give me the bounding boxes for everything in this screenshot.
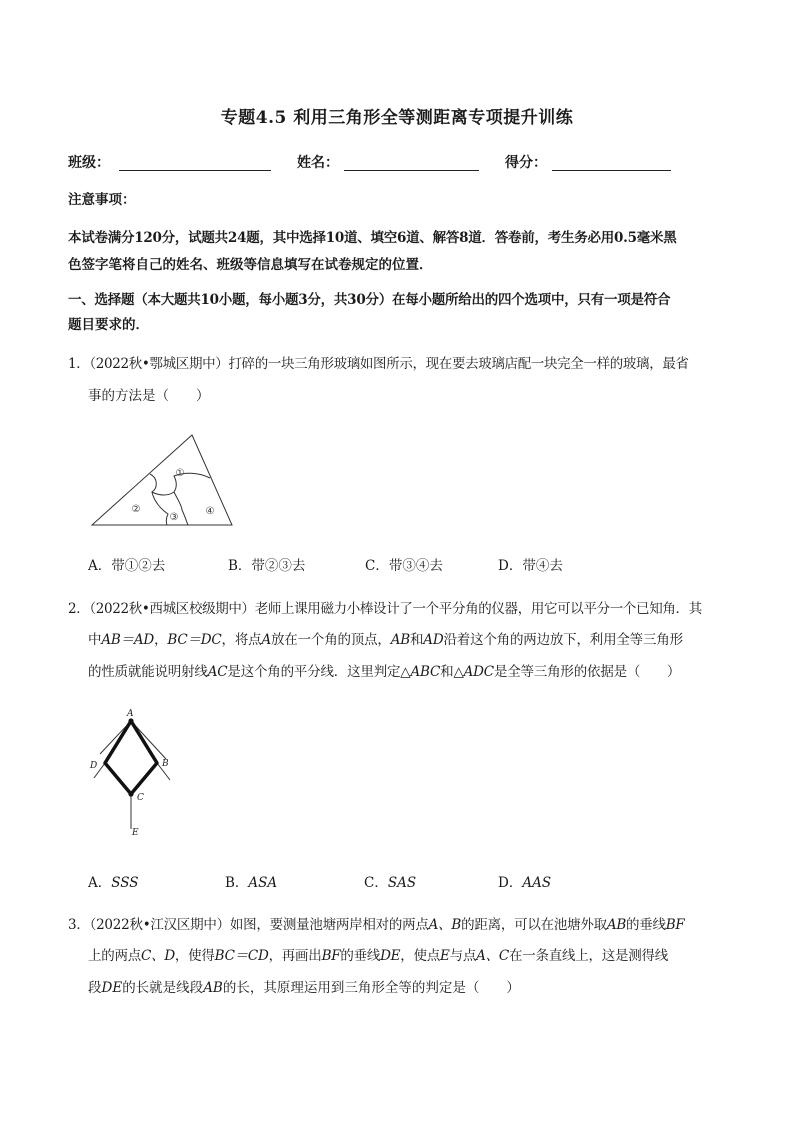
class-blank[interactable] [119,170,271,171]
q2-option-a[interactable]: A．SSS [88,875,139,891]
label-d: D [90,761,98,771]
notes-line-1: 本试卷满分120分，试题共24题，其中选择10道、填空6道、解答8道．答卷前，考生务必用0.5毫米黑 [68,230,677,246]
notes-heading: 注意事项： [68,192,136,208]
q3-stem-line-3: 段DE的长就是线段AB的长，其原理运用到三角形全等的判定是（ ） [88,980,520,996]
score-blank[interactable] [552,170,671,171]
class-label: 班级： [68,155,110,171]
q1-option-b[interactable]: B．带②③去 [228,558,306,574]
name-blank[interactable] [344,170,479,171]
label-a: A [127,709,134,719]
q3-stem-line-2: 上的两点C、D，使得BC＝CD，再画出BF的垂线DE，使点E与点A、C在一条直线上，这是测得线 [88,948,668,964]
q1-broken-glass-figure [88,432,236,528]
label-b: B [162,759,169,769]
q3-stem-line-1: 3．（2022秋•江汉区期中）如图，要测量池塘两岸相对的两点A、B的距离，可以在池塘外取AB的垂线BF [68,917,685,933]
piece-4-label: ④ [205,506,215,517]
score-label: 得分： [505,155,547,171]
label-e: E [132,828,139,838]
piece-3-label: ③ [169,512,179,523]
q2-option-d[interactable]: D．AAS [498,875,552,891]
q1-stem-line-1: 1．（2022秋•鄂城区期中）打碎的一块三角形玻璃如图所示，现在要去玻璃店配一块完全一样的玻璃，最省 [68,356,689,372]
notes-line-2: 色签字笔将自己的姓名、班级等信息填写在试卷规定的位置． [68,257,433,273]
q2-stem-line-1: 2．（2022秋•西城区校级期中）老师上课用磁力小棒设计了一个平分角的仪器，用它可以平分一个已知角．其 [68,601,702,617]
q2-stem-line-2: 中AB＝AD，BC＝DC，将点A放在一个角的顶点，AB和AD沿着这个角的两边放下，利用全等三角形 [88,632,683,648]
q2-bisector-device-figure [86,704,186,840]
piece-2-label: ② [131,504,141,515]
q1-option-a[interactable]: A．带①②去 [88,558,166,574]
q2-stem-line-3: 的性质就能说明射线AC是这个角的平分线．这里判定△ABC和△ADC是全等三角形的依据是（ ） [88,664,681,680]
section-heading-line-2: 题目要求的． [68,317,149,333]
section-heading-line-1: 一、选择题（本大题共10小题，每小题3分，共30分）在每小题所给出的四个选项中，只有一项是符合 [68,292,671,308]
name-label: 姓名： [297,155,339,171]
label-c: C [137,793,144,803]
q2-option-b[interactable]: B．ASA [225,875,278,891]
q1-stem-line-2: 事的方法是（ ） [88,388,210,404]
q2-option-c[interactable]: C．SAS [364,875,417,891]
q1-option-c[interactable]: C．带③④去 [365,558,443,574]
q1-option-d[interactable]: D．带④去 [498,558,563,574]
page-title: 专题4.5 利用三角形全等测距离专项提升训练 [220,108,574,128]
piece-1-label: ① [175,468,185,479]
